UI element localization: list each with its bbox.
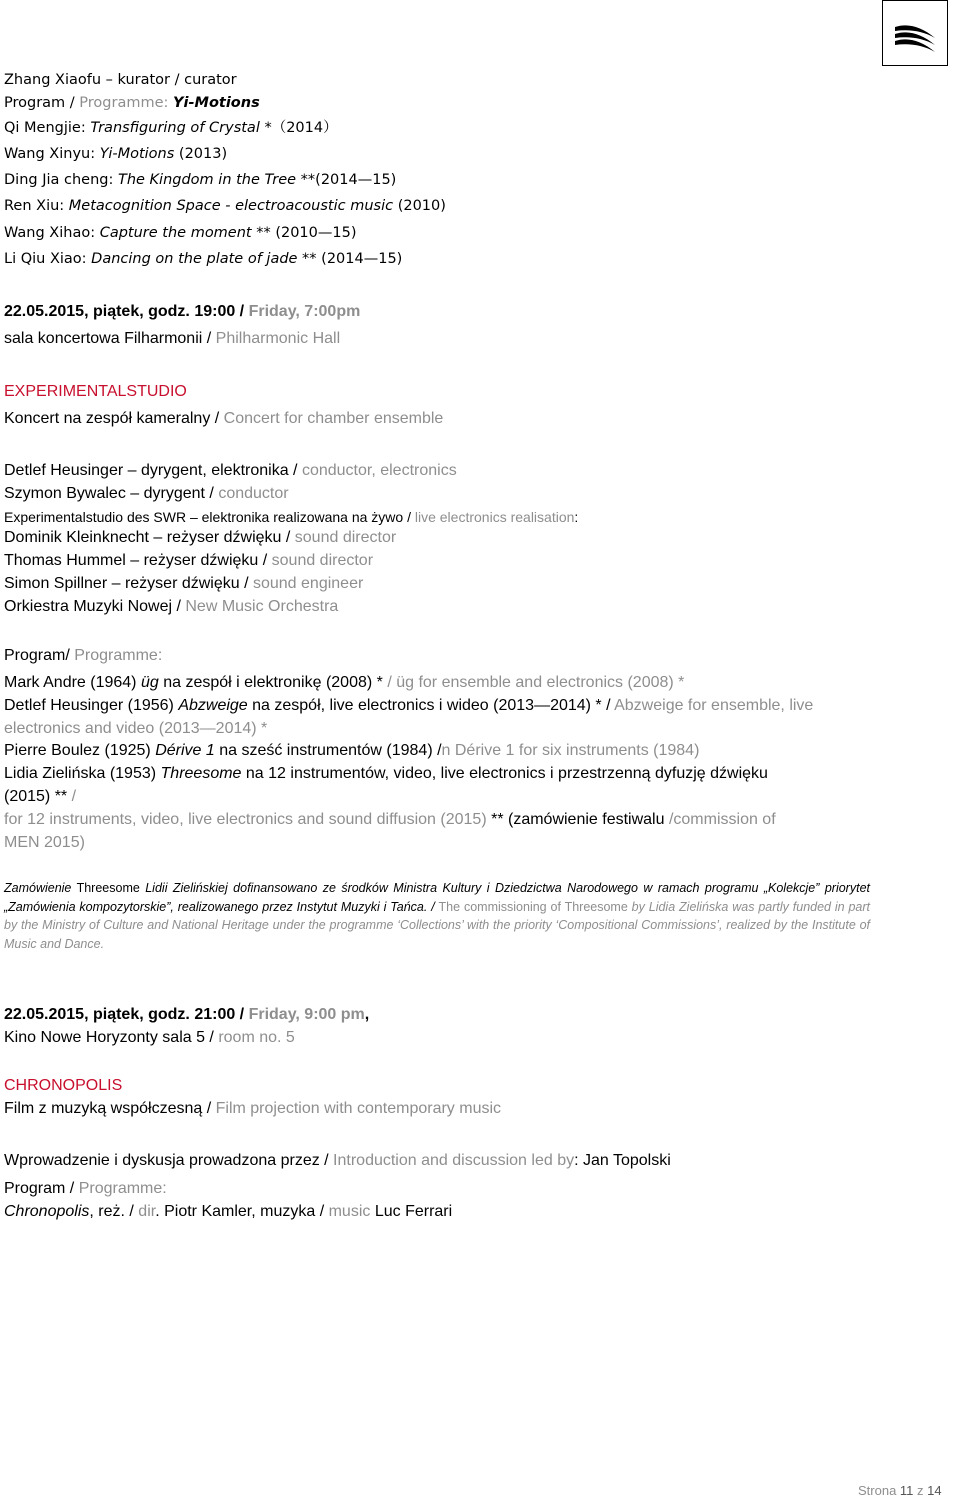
event-venue: sala koncertowa Filharmonii / Philharmonic Hall [4, 330, 341, 347]
event-date: 22.05.2015, piątek, godz. 21:00 / Friday, 9:00 pm, [4, 1006, 370, 1023]
performer-line: Dominik Kleinknecht – reżyser dźwięku / sound director [4, 529, 397, 546]
event-date: 22.05.2015, piątek, godz. 19:00 / Friday, 7:00pm [4, 303, 361, 320]
work-line: MEN 2015) [4, 834, 85, 851]
performer-line: Simon Spillner – reżyser dźwięku / sound engineer [4, 575, 364, 592]
film-line: Chronopolis, reż. / dir. Piotr Kamler, muzyka / music Luc Ferrari [4, 1203, 453, 1220]
programme-line: Program / Programme: Yi-Motions [4, 95, 260, 111]
work-line: Detlef Heusinger (1956) Abzweige na zespół, live electronics i wideo (2013—2014) * / Abzweige for ensemble, live [4, 697, 814, 714]
intro-line: Wprowadzenie i dyskusja prowadzona przez / Introduction and discussion led by: Jan Topolski [4, 1152, 671, 1169]
event-title: EXPERIMENTALSTUDIO [4, 383, 187, 400]
work-line: (2015) ** / [4, 788, 77, 805]
work-line: electronics and video (2013—2014) * [4, 720, 268, 737]
work-line: Wang Xihao: Capture the moment ** (2010—15) [4, 225, 357, 241]
event-subtitle: Koncert na zespół kameralny / Concert for chamber ensemble [4, 410, 444, 427]
work-line: Lidia Zielińska (1953) Threesome na 12 instrumentów, video, live electronics i przestrzenną dyfuzję dźwięku [4, 765, 768, 782]
programme-heading: Program/ Programme: [4, 647, 163, 664]
page-number: Strona 11 z 14 [858, 1483, 942, 1498]
event-subtitle: Film z muzyką współczesną / Film projection with contemporary music [4, 1100, 502, 1117]
work-line: Wang Xinyu: Yi-Motions (2013) [4, 146, 228, 162]
work-line: Pierre Boulez (1925) Dérive 1 na sześć instrumentów (1984) /n Dérive 1 for six instruments (1984) [4, 742, 700, 759]
curator-line: Zhang Xiaofu – kurator / curator [4, 72, 237, 88]
commission-note: Zamówienie Threesome Lidii Zielińskiej dofinansowano ze środków Ministra Kultury i Dziedzictwa Narodowego w ramach programu „Kolekcje” priorytet „Zamówienia kompozytorskie”, realizowanego przez Instytut Muzyki i Tańca. / The commissioning of Threesome by Lidia Zielińska was partly funded in part by the Ministry of Culture and National Heritage under the programme ‘Collections’ with the priority ‘Compositional Commissions’, realized by the Institute of Music and Dance. [4, 881, 871, 951]
work-line: Ren Xiu: Metacognition Space - electroacoustic music (2010) [4, 198, 446, 214]
work-line: Mark Andre (1964) üg na zespół i elektronikę (2008) * / üg for ensemble and electronics (2008) * [4, 674, 685, 691]
performer-line: Experimentalstudio des SWR – elektronika realizowana na żywo / live electronics realisation: [4, 509, 579, 525]
wave-logo-icon [891, 11, 941, 57]
event-venue: Kino Nowe Horyzonty sala 5 / room no. 5 [4, 1029, 295, 1046]
work-line: Ding Jia cheng: The Kingdom in the Tree **(2014—15) [4, 172, 397, 188]
work-line: Li Qiu Xiao: Dancing on the plate of jade ** (2014—15) [4, 251, 403, 267]
programme-heading: Program / Programme: [4, 1180, 167, 1197]
work-line: for 12 instruments, video, live electronics and sound diffusion (2015) ** (zamówienie festiwalu /commission of [4, 811, 776, 828]
performer-line: Szymon Bywalec – dyrygent / conductor [4, 485, 289, 502]
performer-line: Orkiestra Muzyki Nowej / New Music Orchestra [4, 598, 339, 615]
performer-line: Thomas Hummel – reżyser dźwięku / sound director [4, 552, 374, 569]
event-title: CHRONOPOLIS [4, 1077, 123, 1094]
work-line: Qi Mengjie: Transfiguring of Crystal *（2014） [4, 120, 338, 136]
performer-line: Detlef Heusinger – dyrygent, elektronika / conductor, electronics [4, 462, 457, 479]
festival-logo [882, 0, 948, 66]
